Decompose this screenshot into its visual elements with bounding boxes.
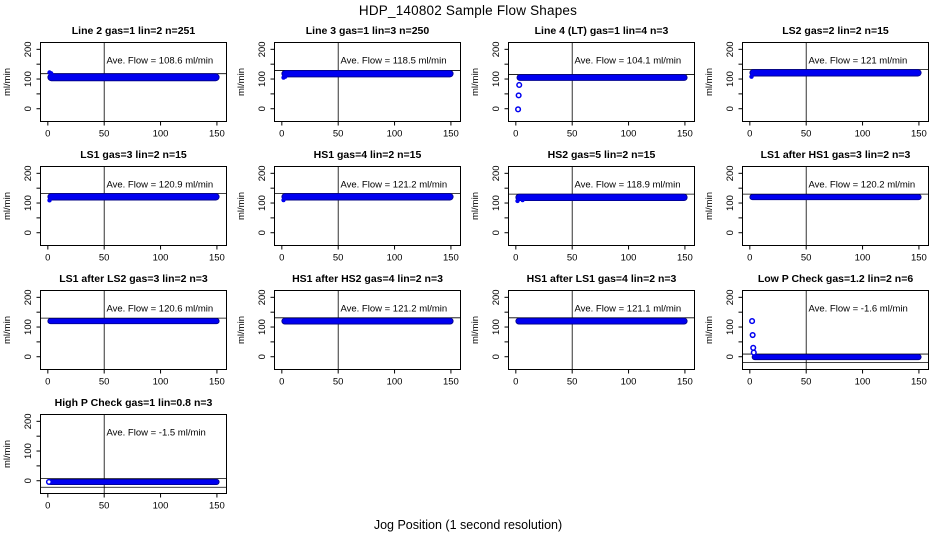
y-axis-label: ml/min	[704, 192, 715, 220]
flow-point	[749, 74, 753, 78]
plot-box	[743, 43, 929, 122]
plot-box	[41, 167, 227, 246]
y-tick-label: 100	[257, 195, 269, 211]
flow-point	[47, 198, 51, 202]
y-tick-label: 100	[23, 71, 35, 87]
flow-point-open	[751, 350, 756, 355]
x-tick-label: 0	[747, 376, 753, 388]
x-tick-label: 150	[442, 252, 459, 264]
panels-grid	[0, 20, 936, 516]
y-tick-label: 100	[491, 195, 503, 211]
x-tick-label: 150	[208, 500, 225, 512]
y-tick-label: 100	[23, 195, 35, 211]
ave-flow-annotation: Ave. Flow = 108.6 ml/min	[106, 55, 214, 67]
y-tick-label: 0	[257, 354, 269, 360]
y-tick-label: 200	[725, 165, 737, 182]
x-tick-label: 100	[152, 376, 169, 388]
flow-point	[520, 198, 524, 202]
flow-panel	[468, 20, 702, 144]
flow-band	[48, 194, 219, 201]
flow-band	[282, 70, 453, 77]
flow-panel	[234, 144, 468, 268]
x-tick-label: 150	[910, 252, 927, 264]
flow-panel	[0, 20, 234, 144]
flow-band	[517, 75, 687, 81]
flow-band	[752, 354, 921, 359]
x-tick-label: 50	[566, 128, 578, 140]
flow-point	[49, 71, 53, 75]
flow-panel	[702, 268, 936, 392]
x-tick-label: 0	[279, 252, 285, 264]
y-tick-label: 0	[23, 230, 35, 236]
ave-flow-annotation: Ave. Flow = 118.5 ml/min	[340, 55, 447, 67]
x-tick-label: 0	[747, 252, 753, 264]
y-tick-label: 0	[491, 230, 503, 236]
y-tick-label: 200	[725, 41, 737, 58]
plot-box	[275, 291, 461, 370]
ave-flow-annotation: Ave. Flow = 121.1 ml/min	[574, 303, 682, 315]
flow-band	[48, 318, 219, 323]
y-axis-label: ml/min	[2, 68, 13, 96]
panel-title: High P Check gas=1 lin=0.8 n=3	[54, 397, 213, 409]
y-axis-label: ml/min	[470, 68, 481, 96]
panel-title: Low P Check gas=1.2 lin=2 n=6	[757, 273, 914, 285]
y-tick-label: 200	[491, 289, 503, 306]
flow-band	[516, 194, 687, 201]
y-axis-label: ml/min	[236, 192, 247, 220]
x-tick-label: 100	[620, 376, 637, 388]
panel-title: HS2 gas=5 lin=2 n=15	[547, 149, 656, 161]
ave-flow-annotation: Ave. Flow = -1.5 ml/min	[106, 427, 206, 439]
y-tick-label: 0	[725, 106, 737, 112]
x-axis-label: Jog Position (1 second resolution)	[373, 518, 563, 532]
plot-box	[509, 167, 695, 246]
y-tick-label: 0	[491, 354, 503, 360]
x-tick-label: 100	[854, 252, 871, 264]
y-axis-label: ml/min	[236, 316, 247, 344]
flow-point-open	[750, 319, 755, 324]
flow-panel	[234, 20, 468, 144]
y-tick-label: 200	[491, 41, 503, 58]
y-axis-label: ml/min	[470, 316, 481, 344]
x-tick-label: 150	[676, 252, 693, 264]
panel-title: HS1 gas=4 lin=2 n=15	[313, 149, 422, 161]
x-tick-label: 0	[45, 252, 51, 264]
y-tick-label: 0	[491, 106, 503, 112]
plot-box	[41, 291, 227, 370]
y-tick-label: 200	[23, 41, 35, 58]
x-tick-label: 0	[279, 376, 285, 388]
y-tick-label: 0	[257, 230, 269, 236]
x-tick-label: 50	[98, 500, 110, 512]
y-tick-label: 200	[491, 165, 503, 182]
flow-band	[282, 318, 453, 324]
panel-title: Line 3 gas=1 lin=3 n=250	[305, 25, 430, 37]
flow-point-open	[517, 83, 522, 88]
x-tick-label: 100	[386, 252, 403, 264]
x-tick-label: 150	[910, 376, 927, 388]
panel-title: HS1 after LS1 gas=4 lin=2 n=3	[526, 273, 677, 285]
y-tick-label: 100	[23, 319, 35, 335]
flow-point-open	[47, 480, 52, 485]
flow-panel	[0, 268, 234, 392]
y-axis-label: ml/min	[2, 316, 13, 344]
panel-title: LS1 gas=3 lin=2 n=15	[80, 149, 187, 161]
ave-flow-annotation: Ave. Flow = -1.6 ml/min	[808, 303, 908, 315]
flow-point-open	[750, 333, 755, 338]
panel-title: LS1 after LS2 gas=3 lin=2 n=3	[59, 273, 208, 285]
x-tick-label: 50	[332, 252, 344, 264]
flow-panel	[702, 20, 936, 144]
y-tick-label: 100	[257, 319, 269, 335]
flow-panel	[702, 144, 936, 268]
y-tick-label: 200	[23, 289, 35, 306]
x-tick-label: 150	[208, 252, 225, 264]
x-tick-label: 100	[152, 252, 169, 264]
x-tick-label: 50	[566, 252, 578, 264]
x-tick-label: 50	[800, 128, 812, 140]
flow-band	[516, 318, 687, 324]
panel-title: Line 4 (LT) gas=1 lin=4 n=3	[534, 25, 669, 37]
y-axis-label: ml/min	[2, 440, 13, 468]
ave-flow-annotation: Ave. Flow = 121.2 ml/min	[340, 179, 448, 191]
plot-box	[275, 43, 461, 122]
x-tick-label: 50	[332, 376, 344, 388]
y-tick-label: 100	[23, 443, 35, 459]
x-tick-label: 0	[747, 128, 753, 140]
x-tick-label: 150	[208, 128, 225, 140]
panel-title: Line 2 gas=1 lin=2 n=251	[71, 25, 196, 37]
flow-point	[283, 74, 287, 78]
ave-flow-annotation: Ave. Flow = 121.2 ml/min	[340, 303, 448, 315]
x-tick-label: 100	[152, 500, 169, 512]
y-axis-label: ml/min	[470, 192, 481, 220]
x-tick-label: 150	[910, 128, 927, 140]
flow-panel	[234, 268, 468, 392]
figure-title: HDP_140802 Sample Flow Shapes	[358, 3, 578, 18]
x-tick-label: 150	[676, 128, 693, 140]
y-tick-label: 200	[725, 289, 737, 306]
ave-flow-annotation: Ave. Flow = 120.6 ml/min	[106, 303, 214, 315]
y-axis-label: ml/min	[704, 68, 715, 96]
y-tick-label: 100	[491, 319, 503, 335]
x-tick-label: 150	[442, 128, 459, 140]
y-tick-label: 100	[257, 71, 269, 87]
y-tick-label: 0	[23, 478, 35, 484]
ave-flow-annotation: Ave. Flow = 120.2 ml/min	[808, 179, 916, 191]
flow-point	[515, 199, 519, 203]
flow-panel	[468, 144, 702, 268]
y-axis-label: ml/min	[236, 68, 247, 96]
flow-band	[750, 194, 921, 199]
y-tick-label: 200	[257, 165, 269, 182]
x-tick-label: 0	[45, 128, 51, 140]
x-tick-label: 0	[45, 376, 51, 388]
y-tick-label: 100	[725, 319, 737, 335]
plot-box	[743, 167, 929, 246]
y-tick-label: 0	[257, 106, 269, 112]
flow-panel	[0, 392, 234, 516]
flow-panel	[468, 268, 702, 392]
flow-point	[281, 198, 285, 202]
flow-panel	[0, 144, 234, 268]
y-tick-label: 100	[491, 71, 503, 87]
y-tick-label: 200	[23, 413, 35, 430]
flow-point-open	[516, 93, 521, 98]
flow-band	[48, 479, 219, 484]
x-tick-label: 100	[620, 252, 637, 264]
plot-box	[509, 43, 695, 122]
x-tick-label: 100	[620, 128, 637, 140]
y-axis-label: ml/min	[704, 316, 715, 344]
ave-flow-annotation: Ave. Flow = 118.9 ml/min	[574, 179, 681, 191]
x-tick-label: 50	[800, 376, 812, 388]
panel-title: HS1 after HS2 gas=4 lin=2 n=3	[292, 273, 443, 285]
x-tick-label: 0	[279, 128, 285, 140]
flow-band	[282, 194, 453, 201]
y-tick-label: 100	[725, 71, 737, 87]
y-tick-label: 0	[23, 354, 35, 360]
y-axis-label: ml/min	[2, 192, 13, 220]
x-tick-label: 100	[386, 128, 403, 140]
x-tick-label: 50	[332, 128, 344, 140]
x-tick-label: 50	[98, 252, 110, 264]
x-tick-label: 100	[386, 376, 403, 388]
x-tick-label: 50	[800, 252, 812, 264]
x-tick-label: 0	[513, 128, 519, 140]
x-tick-label: 50	[566, 376, 578, 388]
y-tick-label: 0	[725, 354, 737, 360]
x-tick-label: 0	[513, 376, 519, 388]
y-tick-label: 200	[257, 289, 269, 306]
ave-flow-annotation: Ave. Flow = 121 ml/min	[808, 55, 908, 67]
x-tick-label: 150	[676, 376, 693, 388]
x-tick-label: 0	[513, 252, 519, 264]
flow-point-open	[516, 107, 521, 112]
flow-point-open	[751, 346, 756, 351]
x-tick-label: 100	[152, 128, 169, 140]
plot-box	[509, 291, 695, 370]
y-tick-label: 100	[725, 195, 737, 211]
y-tick-label: 200	[257, 41, 269, 58]
x-tick-label: 100	[854, 128, 871, 140]
plot-box	[275, 167, 461, 246]
x-tick-label: 0	[45, 500, 51, 512]
y-tick-label: 0	[725, 230, 737, 236]
x-tick-label: 100	[854, 376, 871, 388]
flow-band	[48, 74, 219, 81]
ave-flow-annotation: Ave. Flow = 120.9 ml/min	[106, 179, 214, 191]
panel-title: LS1 after HS1 gas=3 lin=2 n=3	[760, 149, 911, 161]
x-tick-label: 50	[98, 376, 110, 388]
x-tick-label: 150	[442, 376, 459, 388]
x-tick-label: 150	[208, 376, 225, 388]
x-tick-label: 50	[98, 128, 110, 140]
plot-box	[41, 43, 227, 122]
panel-title: LS2 gas=2 lin=2 n=15	[782, 25, 889, 37]
ave-flow-annotation: Ave. Flow = 104.1 ml/min	[574, 55, 682, 67]
y-tick-label: 0	[23, 106, 35, 112]
flow-band	[750, 70, 921, 77]
y-tick-label: 200	[23, 165, 35, 182]
